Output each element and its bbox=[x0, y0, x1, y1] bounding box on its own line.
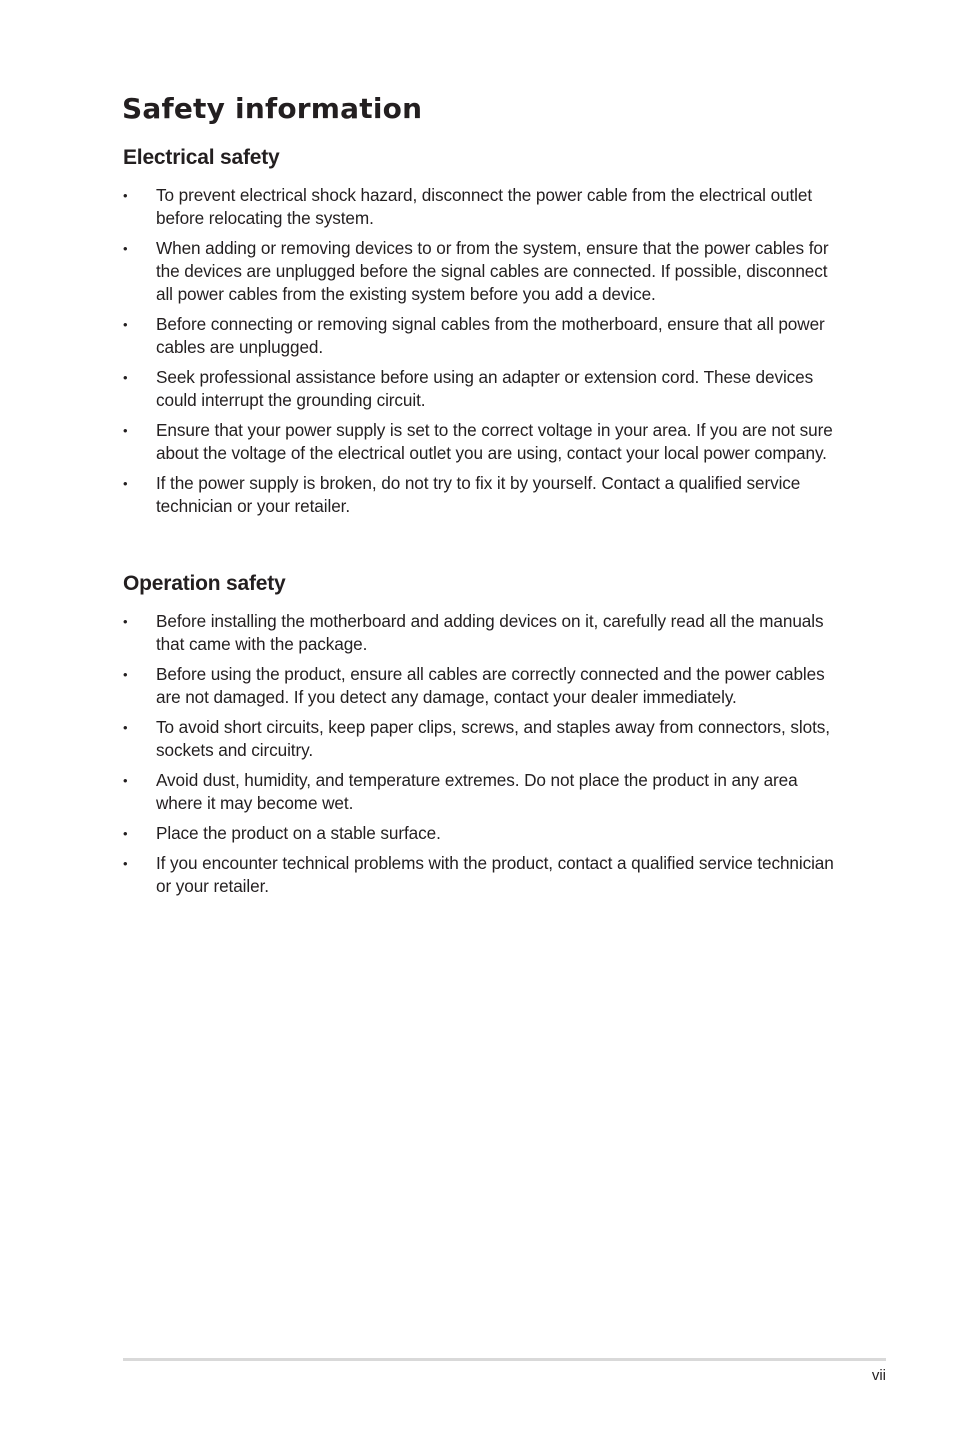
bullet-icon: • bbox=[123, 773, 128, 788]
bullet-icon: • bbox=[123, 317, 128, 332]
bullet-icon: • bbox=[123, 614, 128, 629]
list-item bbox=[123, 184, 843, 230]
bullet-icon: • bbox=[123, 476, 128, 491]
list-item-text: Ensure that your power supply is set to the correct voltage in your area. If you are not sure about the voltage of the electrical outlet you are using, contact your local power company. bbox=[156, 420, 833, 463]
operation-safety-list bbox=[123, 610, 843, 898]
list-item-text: Avoid dust, humidity, and temperature extremes. Do not place the product in any area where it may become wet. bbox=[156, 770, 798, 813]
section-heading-electrical: Electrical safety bbox=[123, 146, 280, 169]
operation-safety-section bbox=[123, 568, 843, 905]
list-item-text: Before connecting or removing signal cables from the motherboard, ensure that all power cables are unplugged. bbox=[156, 314, 825, 357]
bullet-icon: • bbox=[123, 856, 128, 871]
bullet-icon: • bbox=[123, 188, 128, 203]
bullet-icon: • bbox=[123, 241, 128, 256]
list-item bbox=[123, 663, 843, 709]
list-item-text: When adding or removing devices to or from the system, ensure that the power cables for the devices are unplugged before the signal cables are connected. If possible, disconnect all power cables from the existing system before you add a device. bbox=[156, 238, 829, 304]
list-item-text: If the power supply is broken, do not try to fix it by yourself. Contact a qualified service technician or your retailer. bbox=[156, 473, 801, 516]
bullet-icon: • bbox=[123, 826, 128, 841]
page-title: Safety information bbox=[122, 92, 423, 125]
list-item-text: To avoid short circuits, keep paper clips, screws, and staples away from connectors, slots, sockets and circuitry. bbox=[156, 717, 830, 760]
list-item bbox=[123, 610, 843, 656]
list-item-text: To prevent electrical shock hazard, disconnect the power cable from the electrical outlet before relocating the system. bbox=[156, 185, 813, 228]
section-heading-operation: Operation safety bbox=[123, 572, 286, 595]
list-item bbox=[123, 822, 843, 845]
bullet-icon: • bbox=[123, 667, 128, 682]
page-number: vii bbox=[871, 1367, 886, 1384]
list-item bbox=[123, 472, 843, 518]
list-item bbox=[123, 769, 843, 815]
bullet-icon: • bbox=[123, 720, 128, 735]
electrical-safety-section bbox=[123, 142, 843, 525]
list-item-text: Seek professional assistance before using an adapter or extension cord. These devices could interrupt the grounding circuit. bbox=[156, 367, 814, 410]
list-item bbox=[123, 366, 843, 412]
list-item-text: If you encounter technical problems with the product, contact a qualified service technician or your retailer. bbox=[156, 853, 834, 896]
list-item bbox=[123, 313, 843, 359]
list-item bbox=[123, 852, 843, 898]
list-item-text: Before using the product, ensure all cables are correctly connected and the power cables are not damaged. If you detect any damage, contact your dealer immediately. bbox=[156, 664, 825, 707]
list-item bbox=[123, 716, 843, 762]
electrical-safety-list bbox=[123, 184, 843, 518]
list-item-text: Before installing the motherboard and adding devices on it, carefully read all the manuals that came with the package. bbox=[156, 611, 824, 654]
list-item-text: Place the product on a stable surface. bbox=[156, 823, 441, 843]
bullet-icon: • bbox=[123, 370, 128, 385]
footer-divider bbox=[123, 1358, 886, 1361]
list-item bbox=[123, 419, 843, 465]
bullet-icon: • bbox=[123, 423, 128, 438]
list-item bbox=[123, 237, 843, 306]
